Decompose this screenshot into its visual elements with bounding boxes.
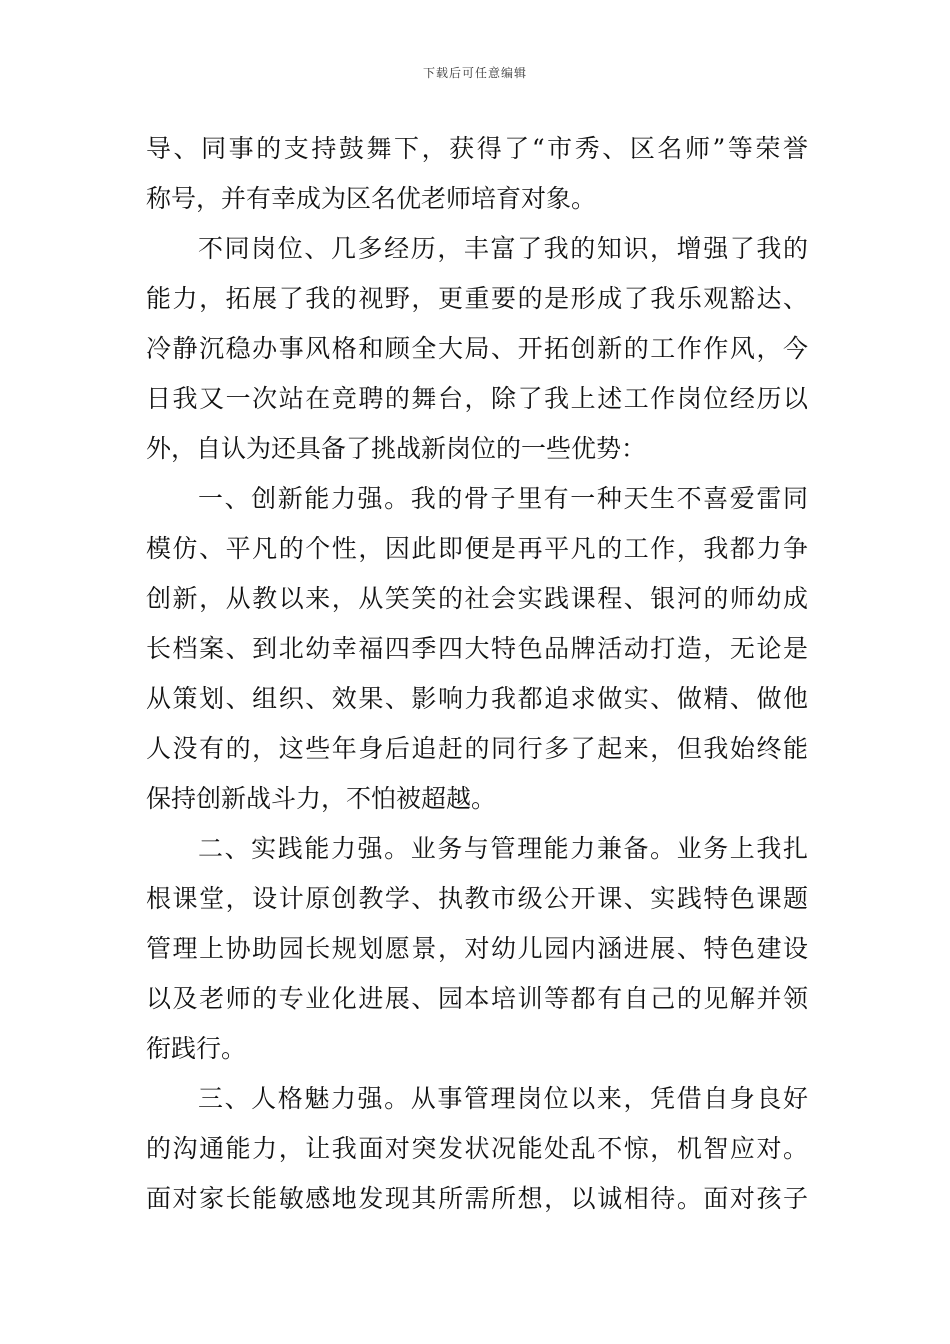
text-line: 称号，并有幸成为区名优老师培育对象。 bbox=[146, 184, 597, 213]
text-line: 创新，从教以来，从笑笑的社会实践课程、银河的师幼成 bbox=[146, 584, 808, 613]
text-line: 外，自认为还具备了挑战新岗位的一些优势： bbox=[146, 434, 647, 463]
text-line: 能力，拓展了我的视野，更重要的是形成了我乐观豁达、 bbox=[146, 284, 808, 313]
text-line: 管理上协助园长规划愿景，对幼儿园内涵进展、特色建设 bbox=[146, 934, 808, 963]
paragraph-first-line: 三、人格魅力强。从事管理岗位以来，凭借自身良好 bbox=[198, 1084, 808, 1113]
text-line: 的沟通能力，让我面对突发状况能处乱不惊，机智应对。 bbox=[146, 1134, 808, 1163]
text-line: 衔践行。 bbox=[146, 1034, 247, 1063]
page-header-note: 下载后可任意编辑 bbox=[422, 66, 527, 80]
text-line: 从策划、组织、效果、影响力我都追求做实、做精、做他 bbox=[146, 684, 808, 713]
text-line: 日我又一次站在竞聘的舞台，除了我上述工作岗位经历以 bbox=[146, 384, 808, 413]
paragraph-first-line: 一、创新能力强。我的骨子里有一种天生不喜爱雷同 bbox=[198, 484, 808, 513]
text-line: 保持创新战斗力，不怕被超越。 bbox=[146, 784, 497, 813]
text-line: 面对家长能敏感地发现其所需所想，以诚相待。面对孩子 bbox=[146, 1184, 808, 1213]
text-line: 人没有的，这些年身后追赶的同行多了起来，但我始终能 bbox=[146, 734, 808, 763]
paragraph-first-line: 二、实践能力强。业务与管理能力兼备。业务上我扎 bbox=[198, 834, 808, 863]
text-line: 根课堂，设计原创教学、执教市级公开课、实践特色课题 bbox=[146, 884, 808, 913]
paragraph-first-line: 不同岗位、几多经历，丰富了我的知识，增强了我的 bbox=[198, 234, 808, 263]
text-line: 导、同事的支持鼓舞下，获得了“市秀、区名师”等荣誉 bbox=[146, 134, 808, 163]
text-line: 冷静沉稳办事风格和顾全大局、开拓创新的工作作风，今 bbox=[146, 334, 808, 363]
document-body bbox=[146, 124, 808, 1224]
text-line: 模仿、平凡的个性，因此即便是再平凡的工作，我都力争 bbox=[146, 534, 808, 563]
text-line: 以及老师的专业化进展、园本培训等都有自己的见解并领 bbox=[146, 984, 808, 1013]
text-line: 长档案、到北幼幸福四季四大特色品牌活动打造，无论是 bbox=[146, 634, 808, 663]
